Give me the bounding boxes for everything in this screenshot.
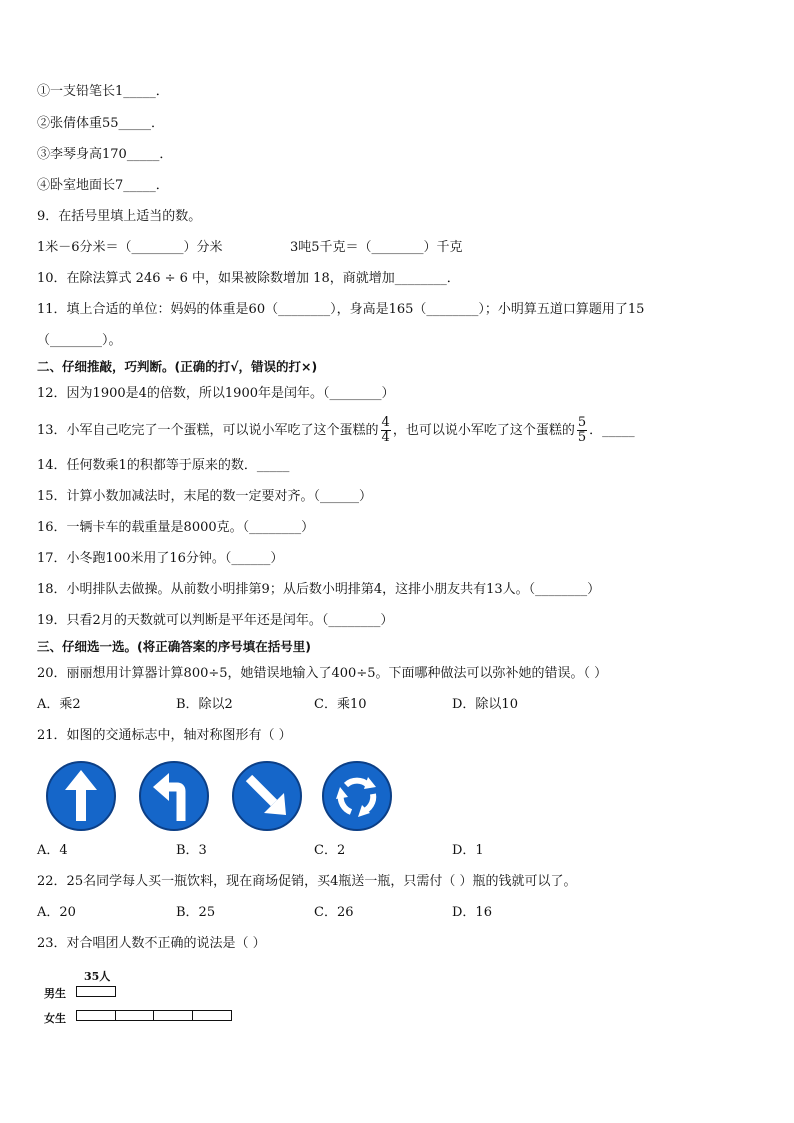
question-11: 11．填上合适的单位：妈妈的体重是60（________），身高是165（________）；小明算五道口算题用了15 (37, 302, 645, 317)
question-9: 9．在括号里填上适当的数。 (37, 209, 202, 224)
roundabout-icon (322, 761, 392, 831)
question-13-text-c: ．_____ (589, 423, 635, 438)
section-3-heading: 三、仔细选一选。(将正确答案的序号填在括号里) (37, 639, 311, 654)
question-20: 20．丽丽想用计算器计算800÷5，她错误地输入了400÷5。下面哪种做法可以弥补她的错误。（ ） (37, 666, 608, 681)
line-2: ②张倩体重55_____． (37, 116, 165, 131)
boys-value-label: 35人 (84, 970, 111, 983)
question-13-text-a: 13．小军自己吃完了一个蛋糕，可以说小军吃了这个蛋糕的 (37, 423, 379, 438)
q21-option-b: B．3 (176, 843, 207, 858)
girls-bar-segment (76, 1010, 116, 1021)
question-21: 21．如图的交通标志中，轴对称图形有（ ） (37, 728, 292, 743)
question-17: 17．小冬跑100米用了16分钟。（______） (37, 551, 284, 566)
q20-option-c: C．乘10 (314, 697, 367, 712)
question-10: 10．在除法算式 246 ÷ 6 中，如果被除数增加 18，商就增加________． (37, 271, 460, 286)
q22-option-c: C．26 (314, 905, 354, 920)
section-2-heading: 二、仔细推敲，巧判断。(正确的打√，错误的打×) (37, 359, 318, 374)
girls-bar-segment (192, 1010, 232, 1021)
line-3: ③李琴身高170_____． (37, 147, 173, 162)
q22-option-a: A．20 (37, 905, 76, 920)
question-9a: 1米－6分米＝（________）分米 (37, 240, 223, 255)
fraction-5-5: $\frac{5}{5}$ (577, 415, 587, 445)
girls-label: 女生 (44, 1012, 66, 1025)
line-1: ①一支铅笔长1_____． (37, 84, 169, 99)
question-19: 19．只看2月的天数就可以判断是平年还是闰年。（________） (37, 613, 394, 628)
question-14: 14．任何数乘1的积都等于原来的数．_____ (37, 458, 290, 473)
diagonal-arrow-icon (232, 761, 302, 831)
question-9b: 3吨5千克＝（________）千克 (290, 240, 463, 255)
q21-option-a: A．4 (37, 843, 68, 858)
straight-arrow-icon (46, 761, 116, 831)
q22-option-d: D．16 (452, 905, 492, 920)
q21-option-d: D．1 (452, 843, 484, 858)
question-13 (37, 412, 635, 450)
boys-label: 男生 (44, 987, 66, 1000)
turn-left-arrow-icon (139, 761, 209, 831)
line-4: ④卧室地面长7_____． (37, 178, 169, 193)
girls-bar-segment (153, 1010, 193, 1021)
question-18: 18．小明排队去做操。从前数小明排第9；从后数小明排第4，这排小朋友共有13人。（________） (37, 582, 601, 597)
question-12: 12．因为1900是4的倍数，所以1900年是闰年。（________） (37, 386, 395, 401)
q20-option-d: D．除以10 (452, 697, 518, 712)
question-13-text-b: ，也可以说小军吃了这个蛋糕的 (392, 423, 575, 438)
q20-option-a: A．乘2 (37, 697, 81, 712)
question-22: 22．25名同学每人买一瓶饮料，现在商场促销，买4瓶送一瓶，只需付（ ）瓶的钱就可以了。 (37, 874, 577, 889)
girls-bar-segment (115, 1010, 155, 1021)
question-15: 15．计算小数加减法时，末尾的数一定要对齐。（______） (37, 489, 373, 504)
q20-option-b: B．除以2 (176, 697, 233, 712)
question-16: 16．一辆卡车的载重量是8000克。（________） (37, 520, 315, 535)
fraction-4-4: $\frac{4}{4}$ (381, 415, 390, 445)
question-23: 23．对合唱团人数不正确的说法是（ ） (37, 936, 266, 951)
q21-option-c: C．2 (314, 843, 346, 858)
boys-bar-segment (76, 986, 116, 997)
q22-option-b: B．25 (176, 905, 216, 920)
question-11-cont: （________）。 (37, 333, 122, 348)
